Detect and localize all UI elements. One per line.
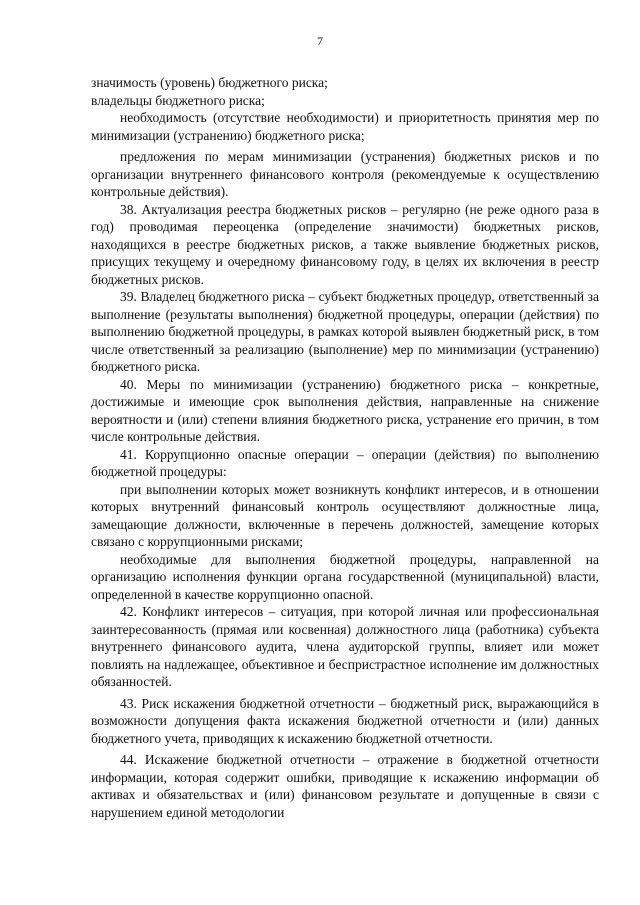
clause-41-item-1: при выполнении которых может возникнуть конфликт интересов, и в отношении которых внутренний финансовый контроль осуществляют должностные лица, замещающие должности, включенные в перечень должностей, замещение которых связано с коррупционными рисками; <box>91 481 599 549</box>
list-item-owners: владельцы бюджетного риска; <box>91 92 265 108</box>
clause-41-item-2: необходимые для выполнения бюджетной процедуры, направленной на организацию исполнения функции органа государственной (муниципальной) власти, определенной в качестве коррупционно опасной. <box>91 551 599 602</box>
page-number: 7 <box>317 34 323 48</box>
clause-39: 39. Владелец бюджетного риска – субъект бюджетных процедур, ответственный за выполнение (результаты выполнения) бюджетной процедуры, операции (действия) по выполнению бюджетной процедуры, в рамках которой выявлен бюджетный риск, в том числе ответственный за реализацию (выполнение) мер по минимизации (устранению) бюджетного риска. <box>91 289 599 374</box>
clause-42: 42. Конфликт интересов – ситуация, при которой личная или профессиональная заинтересованность (прямая или косвенная) должностного лица (работника) субъекта внутреннего финансового аудита, члена аудиторской группы, влияет или может повлиять на надлежащее, объективное и беспристрастное исполнение им должностных обязанностей. <box>91 604 599 689</box>
list-item-necessity: необходимость (отсутствие необходимости) и приоритетность принятия мер по минимизации (устранению) бюджетного риска; <box>91 110 599 143</box>
list-item-significance: значимость (уровень) бюджетного риска; <box>91 75 328 90</box>
clause-40: 40. Меры по минимизации (устранению) бюджетного риска – конкретные, достижимые и имеющие срок выполнения действия, направленные на снижение вероятности и (или) степени влияния бюджетного риска, устранение его причин, в том числе контрольные действия. <box>91 376 599 444</box>
document-body <box>91 74 599 821</box>
clause-41: 41. Коррупционно опасные операции – операции (действия) по выполнению бюджетной процедуры: <box>91 446 599 479</box>
list-item-proposals: предложения по мерам минимизации (устранения) бюджетных рисков и по организации внутреннего финансового контроля (рекомендуемые к осуществлению контрольные действия). <box>91 149 599 199</box>
clause-43: 43. Риск искажения бюджетной отчетности – бюджетный риск, выражающийся в возможности допущения факта искажения бюджетной отчетности и (или) данных бюджетного учета, приводящих к искажению бюджетной отчетности. <box>91 695 599 746</box>
clause-44: 44. Искажение бюджетной отчетности – отражение в бюджетной отчетности информации, которая содержит ошибки, приводящие к искажению информации об активах и обязательствах и (или) финансовом результате и допущенные в связи с нарушением единой методологии <box>91 752 599 820</box>
clause-38: 38. Актуализация реестра бюджетных рисков – регулярно (не реже одного раза в год) проводимая переоценка (определение значимости) бюджетных рисков, находящихся в реестре бюджетных рисков, а также выявление бюджетных рисков, присущих текущему и очередному финансовому году, в целях их включения в реестр бюджетных рисков. <box>91 201 599 287</box>
